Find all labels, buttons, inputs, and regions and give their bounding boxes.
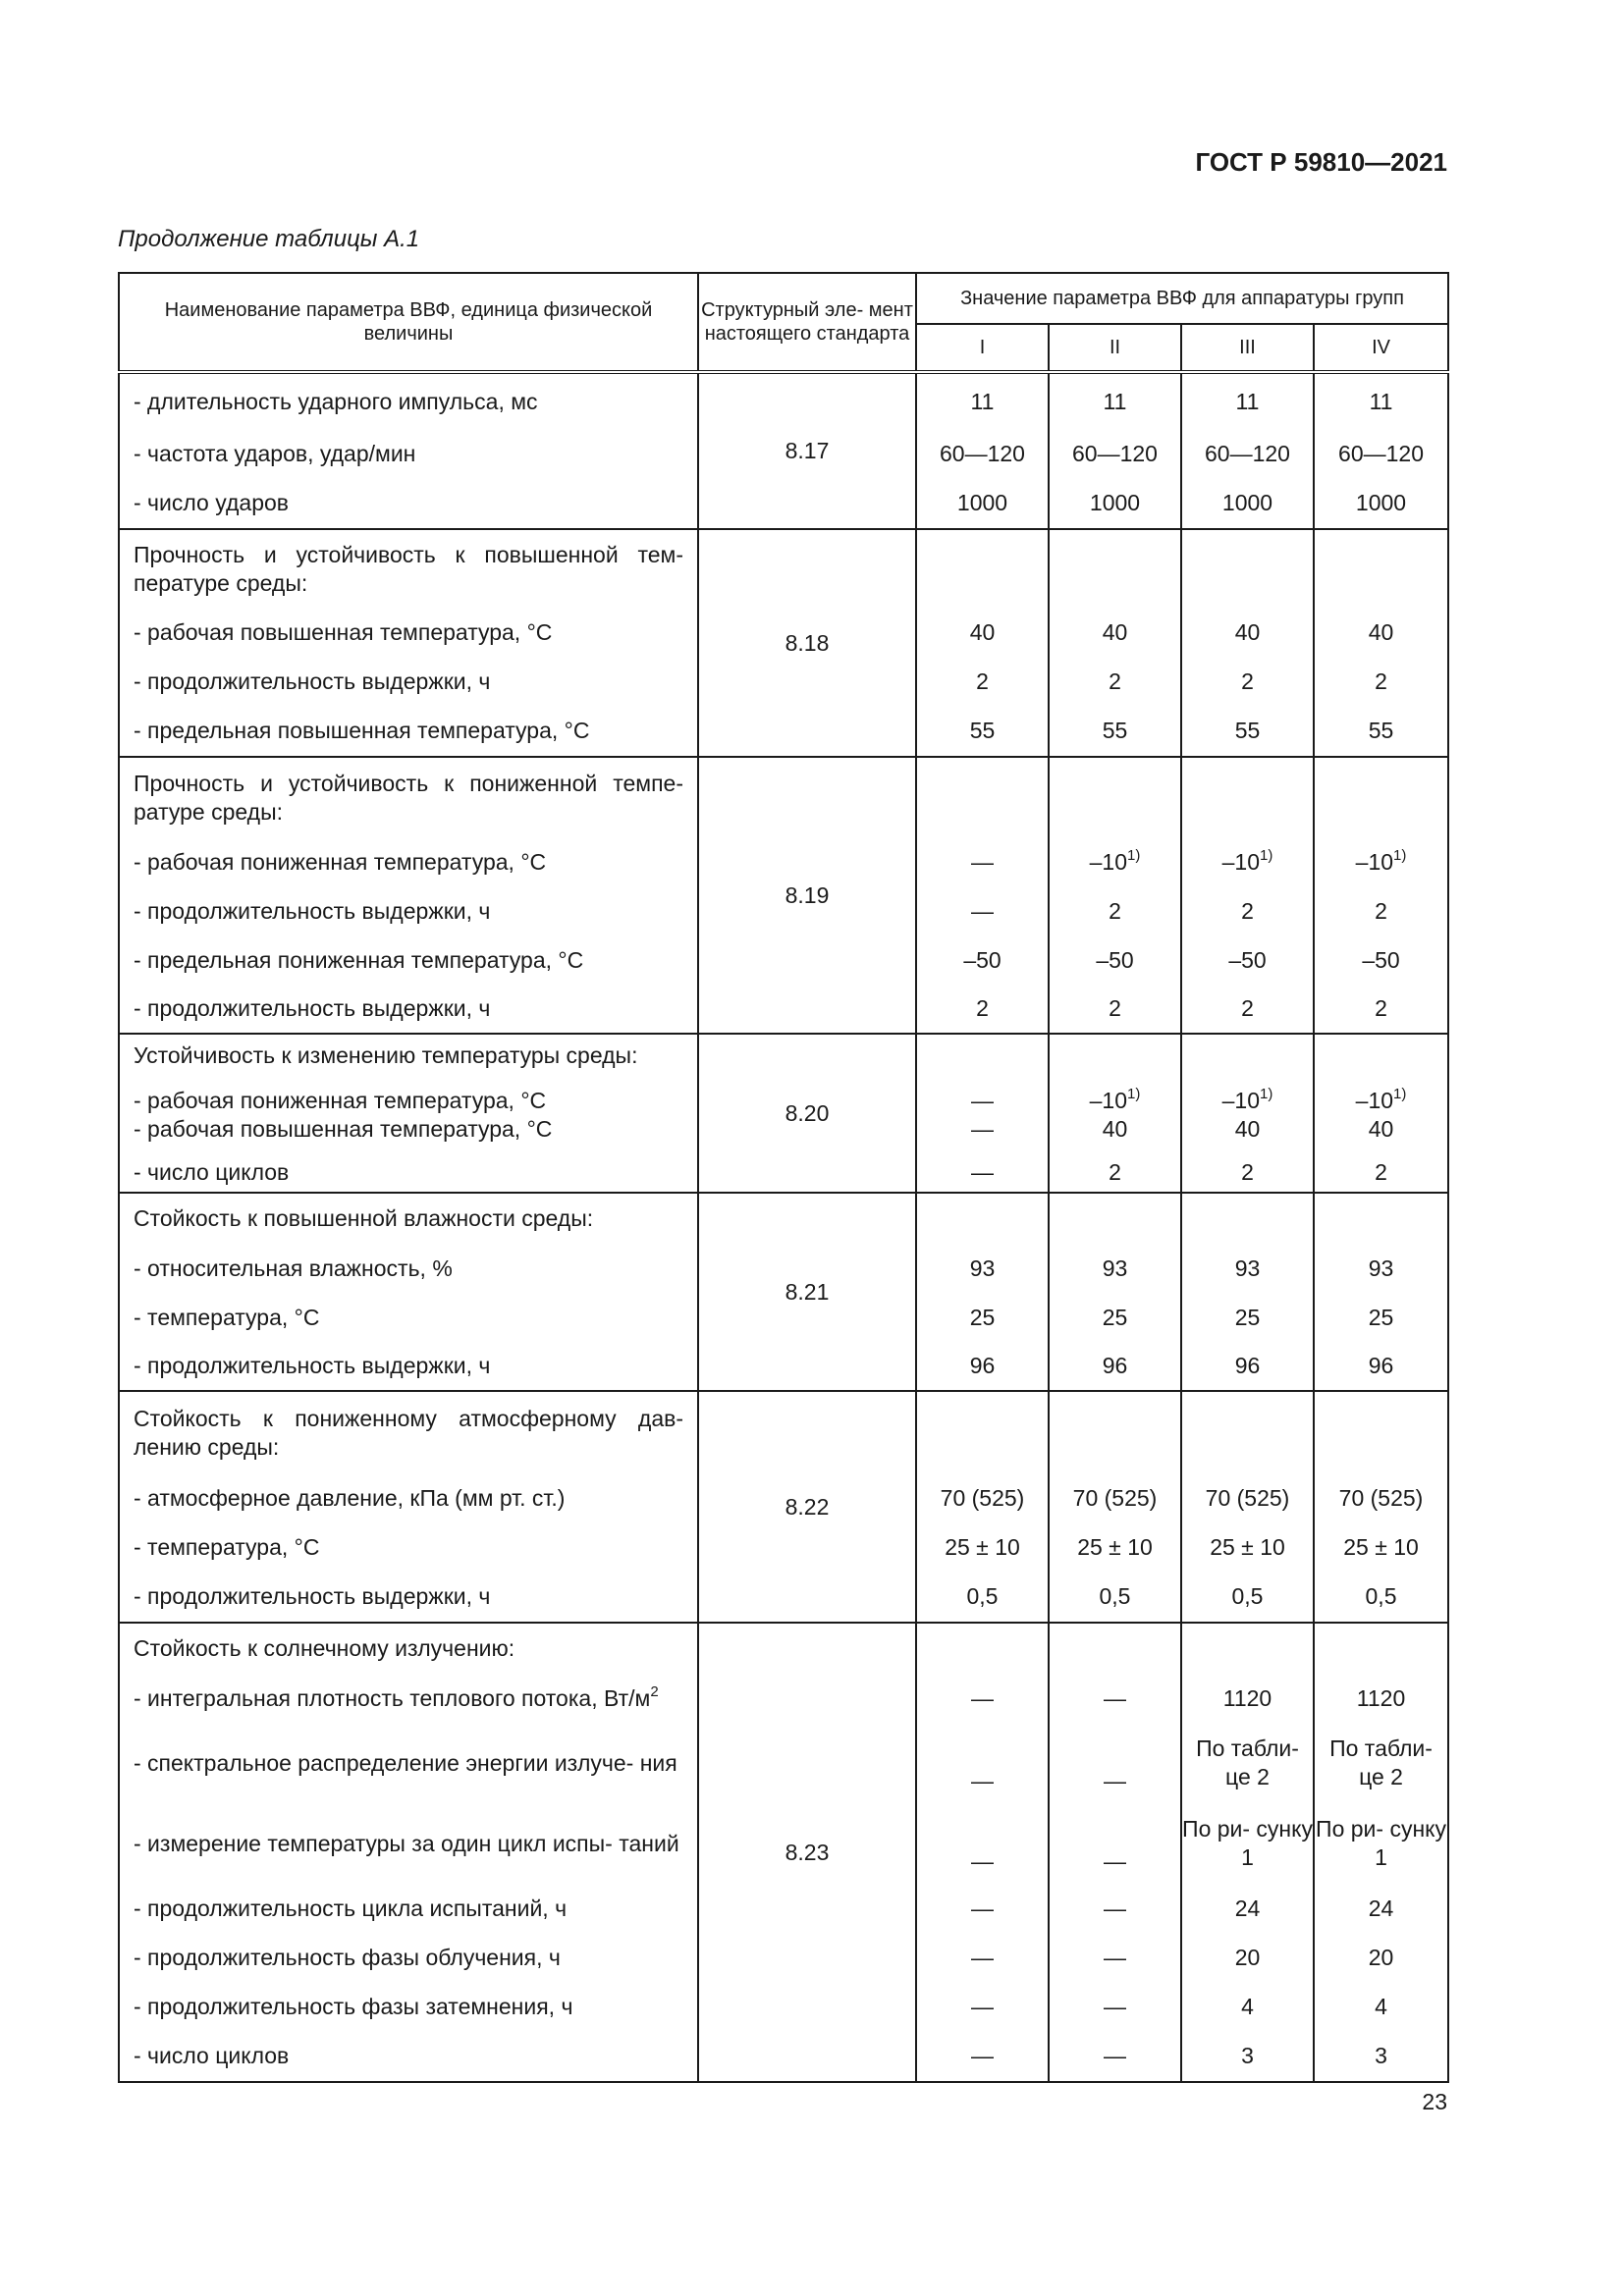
row-label: - рабочая пониженная температура, °С — [134, 1088, 547, 1113]
clause-number: 8.17 — [698, 372, 916, 529]
value-cell: –10$^{1)}$ — [1314, 837, 1448, 886]
value-cell: –10$^{1)}$ — [1049, 837, 1181, 886]
row-label: - температура, °С — [119, 1293, 698, 1342]
value-cell: 2 — [916, 657, 1049, 706]
row-label: - температура, °С — [119, 1522, 698, 1572]
row-label: - относительная влажность, % — [119, 1244, 698, 1293]
value-cell: — — [971, 1088, 994, 1113]
row-label: - продолжительность выдержки, ч — [119, 886, 698, 935]
row-label: - продолжительность выдержки, ч — [119, 1342, 698, 1391]
value-cell: 70 (525) — [1181, 1473, 1314, 1522]
value-cell: 2 — [916, 985, 1049, 1034]
value-cell: 1000 — [916, 478, 1049, 529]
value-cell: 11 — [1314, 372, 1448, 429]
value-cell: — — [916, 1982, 1049, 2031]
value-cell: По табли- це 2 — [1181, 1723, 1314, 1803]
value-cell: 2 — [1049, 657, 1181, 706]
value-cell: 25 ± 10 — [1181, 1522, 1314, 1572]
value-cell: –50 — [1314, 935, 1448, 985]
value-cell: 0,5 — [1181, 1572, 1314, 1623]
value-cell: 40 — [1234, 1116, 1261, 1142]
row-label: - продолжительность цикла испытаний, ч — [119, 1884, 698, 1933]
group-8-22 — [119, 1391, 1448, 1623]
value-cell: 4 — [1181, 1982, 1314, 2031]
value-cell: 3 — [1181, 2031, 1314, 2082]
value-cell: –50 — [1049, 935, 1181, 985]
group-8-21 — [119, 1193, 1448, 1391]
row-label: - число ударов — [119, 478, 698, 529]
value-cell: 2 — [1181, 886, 1314, 935]
document-code: ГОСТ Р 59810—2021 — [1195, 147, 1447, 177]
value-cell: 2 — [1314, 886, 1448, 935]
group-8-17 — [119, 372, 1448, 529]
row-label: - предельная пониженная температура, °С — [119, 935, 698, 985]
value-cell: 11 — [916, 372, 1049, 429]
value-cell: –10$^{1)}$ — [1355, 1086, 1407, 1113]
value-cell: 55 — [1314, 706, 1448, 757]
value-cell: –50 — [916, 935, 1049, 985]
value-cell: 2 — [1049, 985, 1181, 1034]
value-cell: 96 — [916, 1342, 1049, 1391]
group-title: Стойкость к пониженному атмосферному дав- лению среды: — [119, 1391, 698, 1473]
group-title: Устойчивость к изменению температуры среды: — [119, 1034, 698, 1077]
value-cell: 0,5 — [916, 1572, 1049, 1623]
value-cell: 60—120 — [1181, 429, 1314, 478]
value-cell: 55 — [1181, 706, 1314, 757]
row-label: - длительность ударного импульса, мс — [119, 372, 698, 429]
value-cell: По ри- сунку 1 — [1181, 1803, 1314, 1884]
row-label: - продолжительность выдержки, ч — [119, 657, 698, 706]
value-cell: 55 — [1049, 706, 1181, 757]
superscript: 2 — [650, 1682, 659, 1700]
footnote-marker: 1) — [1260, 846, 1273, 864]
row-label: - спектральное распределение энергии излуче- ния — [119, 1723, 698, 1803]
row-label: - атмосферное давление, кПа (мм рт. ст.) — [119, 1473, 698, 1522]
value-cell: По ри- сунку 1 — [1314, 1803, 1448, 1884]
value-cell: 40 — [1314, 608, 1448, 657]
parameters-table — [118, 272, 1449, 2083]
value-cell: 0,5 — [1314, 1572, 1448, 1623]
value-cell: — — [916, 2031, 1049, 2082]
row-label: - интегральная плотность теплового потока, $Вт/м^2$ — [119, 1674, 698, 1723]
value-cell: 93 — [916, 1244, 1049, 1293]
value-cell: 20 — [1181, 1933, 1314, 1982]
value-cell: 2 — [1181, 985, 1314, 1034]
row-label: - продолжительность фазы облучения, ч — [119, 1933, 698, 1982]
value-cell: –50 — [1181, 935, 1314, 985]
value-cell: 2 — [1181, 1153, 1314, 1193]
value-cell: 20 — [1314, 1933, 1448, 1982]
value-cell: 1000 — [1181, 478, 1314, 529]
column-header-group-3: III — [1181, 324, 1314, 372]
value-cell: 60—120 — [916, 429, 1049, 478]
value-cell: — — [971, 1116, 994, 1142]
value-cell: 96 — [1049, 1342, 1181, 1391]
column-header-clause: Структурный эле- мент настоящего стандарта — [698, 273, 916, 372]
value-cell: –10$^{1)}$ — [1221, 1086, 1273, 1113]
value-cell: — — [1049, 1982, 1181, 2031]
clause-number: 8.20 — [698, 1034, 916, 1193]
value-cell: 93 — [1181, 1244, 1314, 1293]
value-cell: 1000 — [1314, 478, 1448, 529]
value-cell: –10$^{1)}$ — [1089, 1086, 1141, 1113]
column-header-group-1: I — [916, 324, 1049, 372]
value-cell: 40 — [1181, 608, 1314, 657]
value-cell: — — [1049, 1884, 1181, 1933]
value-cell: 40 — [916, 608, 1049, 657]
value-cell: 93 — [1314, 1244, 1448, 1293]
group-8-20 — [119, 1034, 1448, 1193]
value-cell: — — [1049, 1803, 1181, 1884]
column-header-group-4: IV — [1314, 324, 1448, 372]
value-cell: — — [916, 1153, 1049, 1193]
value-cell: — — [916, 1884, 1049, 1933]
value-cell: — — [1049, 1723, 1181, 1803]
row-label: - частота ударов, удар/мин — [119, 429, 698, 478]
clause-number: 8.19 — [698, 757, 916, 1034]
value-cell: 40 — [1049, 608, 1181, 657]
value-cell: — — [1049, 1933, 1181, 1982]
group-8-18 — [119, 529, 1448, 757]
value-cell: 2 — [1049, 886, 1181, 935]
column-header-values: Значение параметра ВВФ для аппаратуры групп — [916, 273, 1448, 324]
value-cell: — — [1049, 1674, 1181, 1723]
row-label: - измерение температуры за один цикл испы- таний — [119, 1803, 698, 1884]
value-cell: 25 — [1181, 1293, 1314, 1342]
value-cell: 70 (525) — [916, 1473, 1049, 1522]
value-cell: 11 — [1049, 372, 1181, 429]
value-cell: — — [916, 837, 1049, 886]
value-cell: 60—120 — [1314, 429, 1448, 478]
value-cell: 96 — [1314, 1342, 1448, 1391]
value-cell: 25 ± 10 — [916, 1522, 1049, 1572]
value-cell: — — [916, 1803, 1049, 1884]
footnote-marker: 1) — [1393, 846, 1407, 864]
value-cell: 55 — [916, 706, 1049, 757]
value-cell: — — [916, 886, 1049, 935]
value-cell: — — [916, 1674, 1049, 1723]
row-label: - продолжительность выдержки, ч — [119, 985, 698, 1034]
table-caption: Продолжение таблицы А.1 — [118, 226, 420, 252]
footnote-marker: 1) — [1127, 1086, 1141, 1103]
row-label: - предельная повышенная температура, °С — [119, 706, 698, 757]
value-cell: 0,5 — [1049, 1572, 1181, 1623]
value-cell: 11 — [1181, 372, 1314, 429]
clause-number: 8.23 — [698, 1623, 916, 2082]
value-cell: 40 — [1102, 1116, 1128, 1142]
value-cell: 70 (525) — [1049, 1473, 1181, 1522]
group-8-23 — [119, 1623, 1448, 2082]
value-cell: 4 — [1314, 1982, 1448, 2031]
group-title: Прочность и устойчивость к пониженной темпе- ратуре среды: — [119, 757, 698, 837]
value-cell: 25 — [916, 1293, 1049, 1342]
row-label: - продолжительность выдержки, ч — [119, 1572, 698, 1623]
footnote-marker: 1) — [1393, 1086, 1407, 1103]
row-label: - рабочая пониженная температура, °С — [119, 837, 698, 886]
value-cell: 25 — [1049, 1293, 1181, 1342]
value-cell: 2 — [1049, 1153, 1181, 1193]
row-label: - число циклов — [119, 1153, 698, 1193]
footnote-marker: 1) — [1127, 846, 1141, 864]
group-8-19 — [119, 757, 1448, 1034]
value-cell: — — [916, 1723, 1049, 1803]
row-label: - число циклов — [119, 2031, 698, 2082]
value-cell: –10$^{1)}$ — [1181, 837, 1314, 886]
value-cell: 60—120 — [1049, 429, 1181, 478]
column-header-parameter: Наименование параметра ВВФ, единица физической величины — [119, 273, 698, 372]
page-number: 23 — [1422, 2089, 1447, 2114]
group-title: Стойкость к повышенной влажности среды: — [119, 1193, 698, 1244]
value-cell: 24 — [1181, 1884, 1314, 1933]
clause-number: 8.18 — [698, 529, 916, 757]
group-title: Стойкость к солнечному излучению: — [119, 1623, 698, 1674]
row-label: - продолжительность фазы затемнения, ч — [119, 1982, 698, 2031]
value-cell: 1120 — [1181, 1674, 1314, 1723]
value-cell: 25 — [1314, 1293, 1448, 1342]
group-title: Прочность и устойчивость к повышенной тем- пературе среды: — [119, 529, 698, 608]
column-header-group-2: II — [1049, 324, 1181, 372]
row-label: - рабочая повышенная температура, °С — [134, 1116, 553, 1142]
value-cell: — — [1049, 2031, 1181, 2082]
value-cell: 3 — [1314, 2031, 1448, 2082]
value-cell: 25 ± 10 — [1314, 1522, 1448, 1572]
row-label: - рабочая повышенная температура, °С — [119, 608, 698, 657]
value-cell: 93 — [1049, 1244, 1181, 1293]
clause-number: 8.22 — [698, 1391, 916, 1623]
value-cell: 1000 — [1049, 478, 1181, 529]
value-cell: 40 — [1368, 1116, 1394, 1142]
value-cell: 2 — [1314, 985, 1448, 1034]
value-cell: 25 ± 10 — [1049, 1522, 1181, 1572]
value-cell: 96 — [1181, 1342, 1314, 1391]
clause-number: 8.21 — [698, 1193, 916, 1391]
footnote-marker: 1) — [1260, 1086, 1273, 1103]
value-cell: 24 — [1314, 1884, 1448, 1933]
value-cell: По табли- це 2 — [1314, 1723, 1448, 1803]
value-cell: 2 — [1181, 657, 1314, 706]
value-cell: 2 — [1314, 657, 1448, 706]
value-cell: — — [916, 1933, 1049, 1982]
value-cell: 2 — [1314, 1153, 1448, 1193]
value-cell: 1120 — [1314, 1674, 1448, 1723]
value-cell: 70 (525) — [1314, 1473, 1448, 1522]
